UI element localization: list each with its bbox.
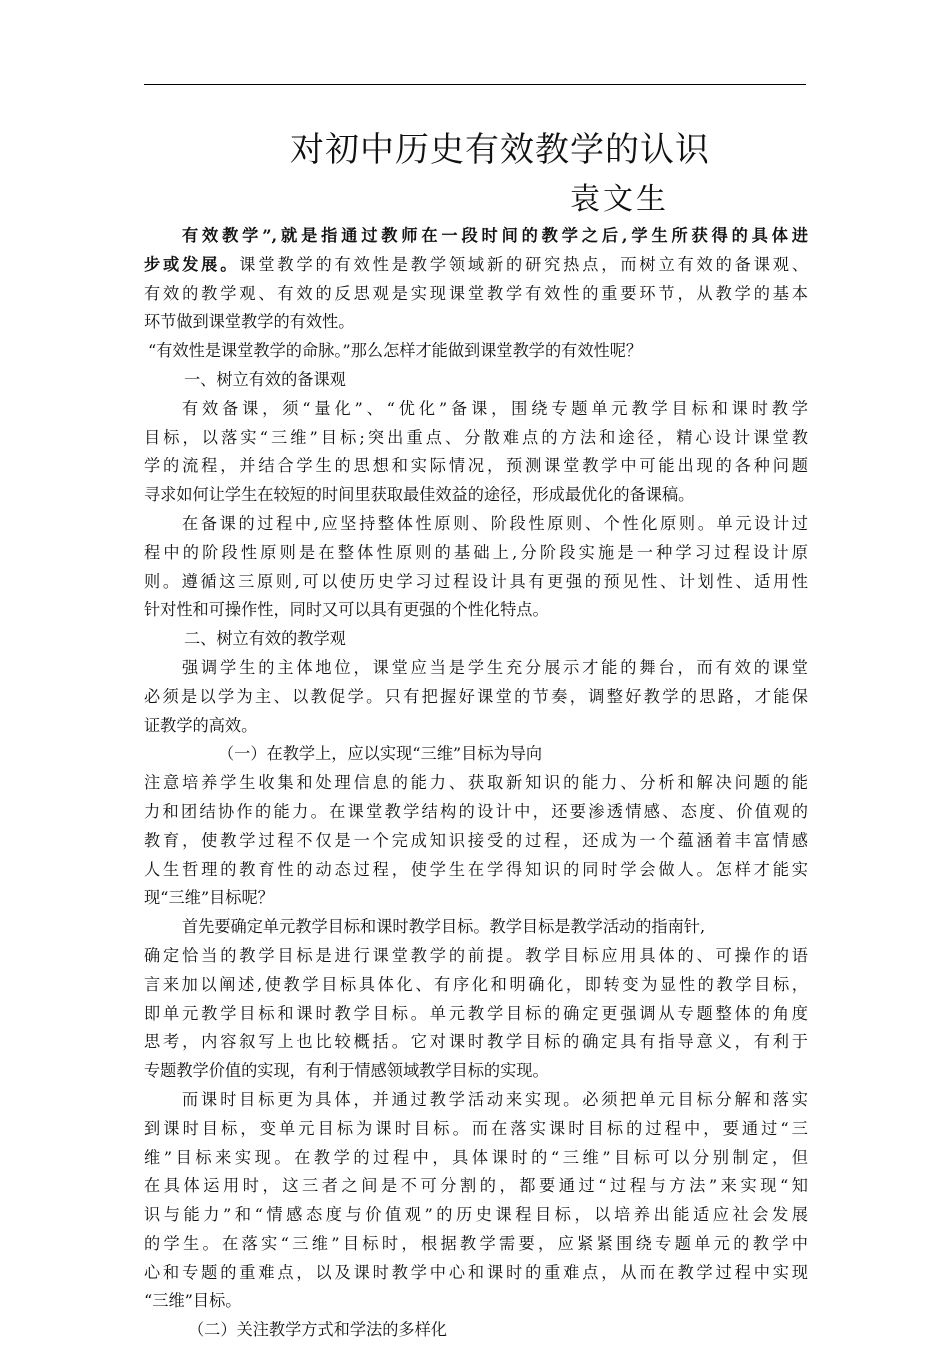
body-line: 在备课的过程中,应坚持整体性原则、阶段性原则、个性化原则。单元设计过	[182, 513, 808, 533]
body-line: 而课时目标更为具体，并通过教学活动来实现。必须把单元目标分解和落实	[182, 1089, 808, 1109]
body-line: “有效性是课堂教学的命脉。”那么怎样才能做到课堂教学的有效性呢？	[148, 341, 643, 361]
body-line	[144, 251, 808, 280]
body-line: 教育，使教学过程不仅是一个完成知识接受的过程，还成为一个蕴涵着丰富情感	[144, 830, 808, 850]
section-heading: 二、树立有效的教学观	[184, 629, 346, 649]
body-line: 到课时目标，变单元目标为课时目标。而在落实课时目标的过程中，要通过“三	[144, 1118, 808, 1138]
body-line: 有效的教学观、有效的反思观是实现课堂教学有效性的重要环节，从教学的基本	[144, 283, 808, 303]
bold-lead-text: 步或发展。	[144, 254, 240, 274]
body-line: 寻求如何让学生在较短的时间里获取最佳效益的途径，形成最优化的备课稿。	[144, 485, 695, 505]
body-line: 注意培养学生收集和处理信息的能力、获取新知识的能力、分析和解决问题的能	[144, 773, 808, 793]
body-line: 专题教学价值的实现，有利于情感领域教学目标的实现。	[144, 1061, 549, 1081]
section-heading: 一、树立有效的备课观	[184, 369, 346, 389]
body-line-rest: 课堂教学的有效性是教学领域新的研究热点，而树立有效的备课观、	[239, 254, 809, 274]
body-line: 环节做到课堂教学的有效性。	[144, 312, 355, 332]
body-line: “三维”目标。	[144, 1291, 242, 1311]
body-line: 证教学的高效。	[144, 715, 258, 735]
document-body	[144, 222, 808, 1345]
body-line: 目标，以落实“三维”目标;突出重点、分散难点的方法和途径，精心设计课堂教	[144, 427, 808, 447]
body-line: 程中的阶段性原则是在整体性原则的基础上,分阶段实施是一种学习过程设计原	[144, 542, 808, 562]
subsection-heading: （一）在教学上，应以实现“三维”目标为导向	[218, 744, 543, 764]
body-line: 的学生。在落实“三维”目标时，根据教学需要，应紧紧围绕专题单元的教学中	[144, 1233, 808, 1253]
body-line: 人生哲理的教育性的动态过程，使学生在学得知识的同时学会做人。怎样才能实	[144, 859, 808, 879]
body-line: 思考，内容叙写上也比较概括。它对课时教学目标的确定具有指导意义，有利于	[144, 1032, 808, 1052]
body-line: 现“三维”目标呢？	[144, 888, 274, 908]
body-line: 确定恰当的教学目标是进行课堂教学的前提。教学目标应用具体的、可操作的语	[144, 945, 808, 965]
body-line: 有效备课，须“量化”、“优化”备课，围绕专题单元教学目标和课时教学	[182, 398, 808, 418]
header-rule	[144, 84, 806, 85]
body-line: 有效教学”,就是指通过教师在一段时间的教学之后,学生所获得的具体进	[182, 226, 808, 245]
body-line: 针对性和可操作性，同时又可以具有更强的个性化特点。	[144, 600, 549, 620]
document-title: 对初中历史有效教学的认识	[290, 130, 710, 170]
body-line: 强调学生的主体地位，课堂应当是学生充分展示才能的舞台，而有效的课堂	[182, 657, 808, 677]
body-line: 学的流程，并结合学生的思想和实际情况，预测课堂教学中可能出现的各种问题	[144, 456, 808, 476]
body-line: 力和团结协作的能力。在课堂教学结构的设计中，还要渗透情感、态度、价值观的	[144, 801, 808, 821]
body-line: 在具体运用时，这三者之间是不可分割的，都要通过“过程与方法”来实现“知	[144, 1176, 808, 1196]
body-line: 言来加以阐述,使教学目标具体化、有序化和明确化，即转变为显性的教学目标，	[144, 974, 808, 994]
body-line: 则。遵循这三原则,可以使历史学习过程设计具有更强的预见性、计划性、适用性	[144, 571, 808, 591]
body-line: 维”目标来实现。在教学的过程中，具体课时的“三维”目标可以分别制定，但	[144, 1147, 808, 1167]
subsection-heading: （二）关注教学方式和学法的多样化	[188, 1320, 447, 1340]
body-line: 即单元教学目标和课时教学目标。单元教学目标的确定更强调从专题整体的角度	[144, 1003, 808, 1023]
document-author: 袁文生	[570, 182, 669, 217]
body-line: 首先要确定单元教学目标和课时教学目标。教学目标是教学活动的指南针,	[182, 917, 706, 937]
body-line: 心和专题的重难点，以及课时教学中心和课时的重难点，从而在教学过程中实现	[144, 1262, 808, 1282]
body-line: 必须是以学为主、以教促学。只有把握好课堂的节奏，调整好教学的思路，才能保	[144, 686, 808, 706]
body-line: 识与能力”和“情感态度与价值观”的历史课程目标，以培养出能适应社会发展	[144, 1205, 808, 1225]
